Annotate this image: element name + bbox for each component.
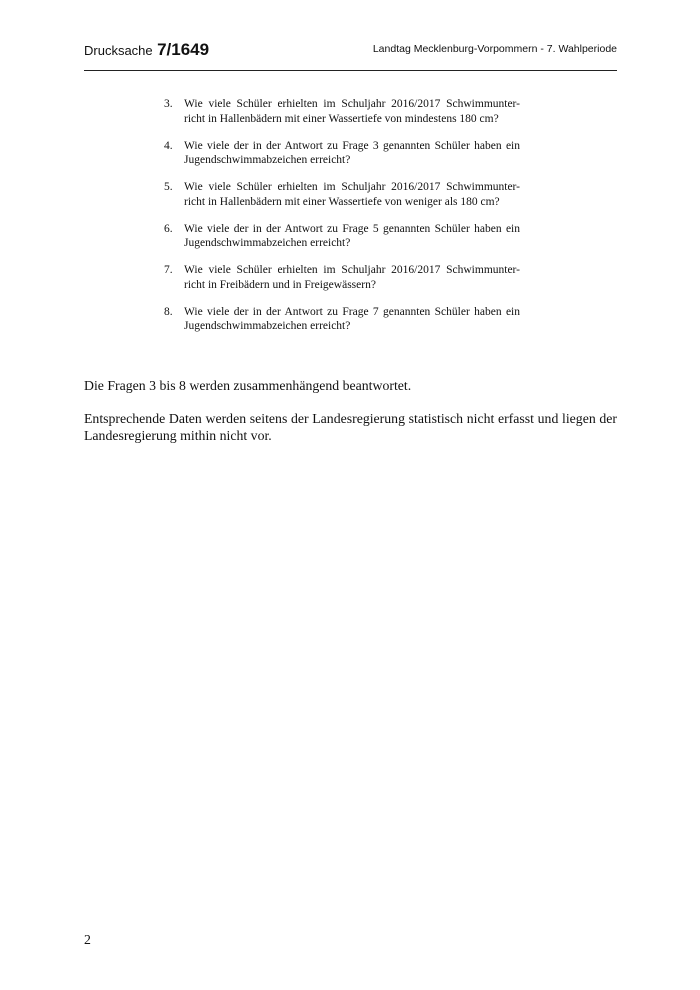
answer-body: Entsprechende Daten werden seitens der Landesregierung statistisch nicht erfasst und liegen der Landesregierung mithin nicht vor. [84,411,617,443]
header-divider [84,70,617,71]
question-item [164,139,520,168]
question-list [164,97,520,346]
question-item [164,97,520,126]
question-text: Wie viele Schüler erhielten im Schuljahr 2016/2017 Schwimmunter-richt in Hallenbädern mit einer Wassertiefe von mindestens 180 cm? [184,98,520,125]
question-item [164,180,520,209]
question-text: Wie viele der in der Antwort zu Frage 3 genannten Schüler haben ein Jugendschwimmabzeichen erreicht? [184,139,520,166]
parliament-period-label: Landtag Mecklenburg-Vorpommern - 7. Wahlperiode [372,43,617,55]
question-number: 5. [164,181,173,193]
document-type-label: Drucksache [84,43,153,58]
question-text: Wie viele der in der Antwort zu Frage 5 genannten Schüler haben ein Jugendschwimmabzeichen erreicht? [184,222,520,249]
question-number: 8. [164,305,173,318]
question-number: 3. [164,98,173,110]
answer-intro: Die Fragen 3 bis 8 werden zusammenhängend beantwortet. [84,378,412,393]
document-number: 7/1649 [157,40,210,59]
question-item [164,263,520,292]
question-number: 7. [164,264,173,276]
question-number: 6. [164,222,173,235]
page-number: 2 [84,932,91,947]
question-text: Wie viele der in der Antwort zu Frage 7 genannten Schüler haben ein Jugendschwimmabzeichen erreicht? [184,305,520,332]
question-item [164,305,520,334]
page-header [84,40,617,66]
document-reference [84,40,209,60]
question-text: Wie viele Schüler erhielten im Schuljahr 2016/2017 Schwimmunter-richt in Hallenbädern mit einer Wassertiefe von weniger als 180 cm? [184,181,520,208]
question-number: 4. [164,139,173,152]
question-text: Wie viele Schüler erhielten im Schuljahr 2016/2017 Schwimmunter-richt in Freibädern und in Freigewässern? [184,264,520,291]
question-item [164,222,520,251]
